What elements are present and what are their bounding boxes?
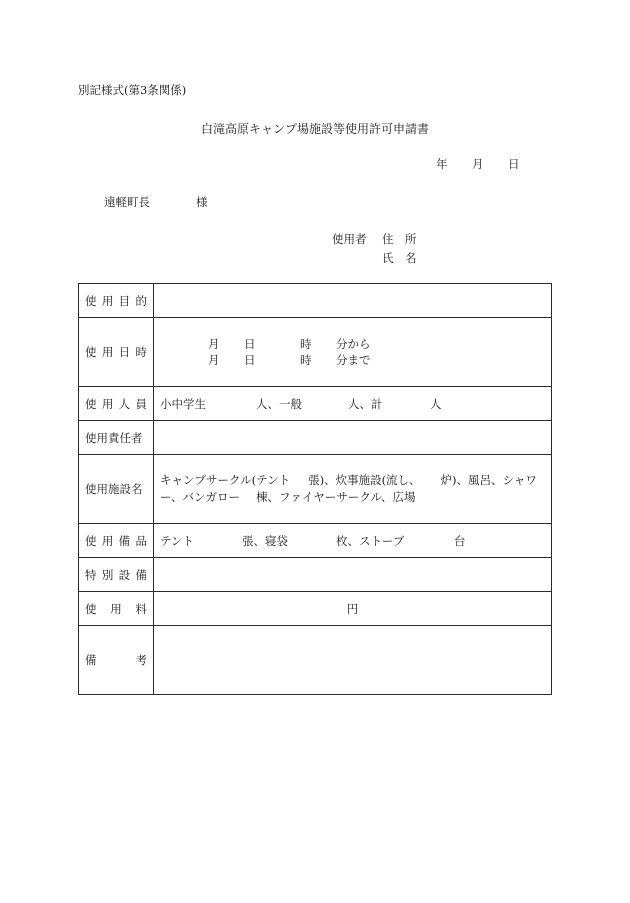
start-minute: 分から bbox=[336, 337, 371, 351]
applicant-block bbox=[332, 231, 417, 269]
people-label bbox=[79, 387, 154, 421]
end-hour: 時 bbox=[300, 353, 312, 367]
facility-fire-circle: 棟、ファイヤーサークル、広場 bbox=[256, 490, 416, 504]
equipment-label bbox=[79, 524, 154, 558]
facility-camp-circle: キャンプサークル(テント bbox=[160, 473, 291, 487]
facility-label bbox=[79, 455, 154, 524]
row-fee bbox=[79, 592, 552, 626]
special-label bbox=[79, 558, 154, 592]
people-students: 小中学生 bbox=[160, 396, 206, 411]
row-remarks bbox=[79, 626, 552, 695]
addressee-name: 遠軽町長 bbox=[104, 195, 150, 209]
end-minute: 分まで bbox=[336, 353, 371, 367]
equipment-unit: 台 bbox=[454, 533, 466, 548]
people-general: 人、一般 bbox=[256, 396, 302, 411]
people-field[interactable] bbox=[154, 387, 552, 421]
facility-kitchen: 張)、炊事施設(流し、 bbox=[308, 473, 421, 487]
datetime-label-text: 使 用 日 時 bbox=[85, 345, 147, 359]
row-purpose bbox=[79, 284, 552, 318]
document-title: 白滝高原キャンプ場施設等使用許可申請書 bbox=[200, 122, 429, 136]
fee-unit: 円 bbox=[346, 601, 359, 616]
people-label-text: 使 用 人 員 bbox=[85, 396, 147, 411]
addressee-honorific: 様 bbox=[196, 195, 208, 209]
start-day: 日 bbox=[244, 337, 256, 351]
facility-field[interactable] bbox=[154, 455, 552, 524]
equipment-field[interactable] bbox=[154, 524, 552, 558]
equipment-sleeping-bag: 張、寝袋 bbox=[242, 533, 288, 548]
end-day: 日 bbox=[244, 353, 256, 367]
row-equipment bbox=[79, 524, 552, 558]
remarks-field[interactable] bbox=[154, 626, 552, 695]
applicant-role: 使用者 bbox=[332, 232, 367, 246]
fee-field[interactable] bbox=[154, 592, 552, 626]
row-responsible bbox=[79, 421, 552, 455]
row-people bbox=[79, 387, 552, 421]
people-total: 人、計 bbox=[348, 396, 383, 411]
form-reference: 別記様式(第3条関係) bbox=[78, 83, 187, 97]
date-day-label: 日 bbox=[508, 157, 520, 171]
row-special bbox=[79, 558, 552, 592]
date-year-label: 年 bbox=[436, 157, 448, 171]
equipment-label-text: 使 用 備 品 bbox=[85, 533, 147, 548]
applicant-name-label[interactable]: 氏 名 bbox=[382, 251, 417, 265]
equipment-tent: テント bbox=[160, 533, 194, 548]
start-month: 月 bbox=[208, 337, 220, 351]
responsible-label bbox=[79, 421, 154, 455]
fee-label-text: 使 用 料 bbox=[85, 601, 147, 616]
fee-label bbox=[79, 592, 154, 626]
facility-bath-bungalow: 炉)、風呂、シャワー、バンガロー bbox=[160, 473, 537, 504]
remarks-label-text: 備 考 bbox=[85, 653, 147, 667]
applicant-address-label[interactable]: 住 所 bbox=[382, 232, 417, 246]
end-month: 月 bbox=[208, 353, 220, 367]
purpose-field[interactable] bbox=[154, 284, 552, 318]
remarks-label bbox=[79, 626, 154, 695]
datetime-label bbox=[79, 318, 154, 387]
special-field[interactable] bbox=[154, 558, 552, 592]
purpose-label bbox=[79, 284, 154, 318]
application-form-table bbox=[78, 283, 552, 695]
row-datetime bbox=[79, 318, 552, 387]
start-hour: 時 bbox=[300, 337, 312, 351]
datetime-field[interactable] bbox=[154, 318, 552, 387]
special-label-text: 特 別 設 備 bbox=[85, 567, 147, 582]
purpose-label-text: 使 用 目 的 bbox=[85, 293, 147, 308]
equipment-stove: 枚、ストーブ bbox=[336, 533, 405, 548]
responsible-field[interactable] bbox=[154, 421, 552, 455]
date-month-label: 月 bbox=[472, 157, 484, 171]
row-facility bbox=[79, 455, 552, 524]
people-unit: 人 bbox=[430, 396, 442, 411]
facility-label-text: 使用施設名 bbox=[85, 482, 143, 496]
responsible-label-text: 使用責任者 bbox=[85, 430, 143, 445]
addressee bbox=[104, 194, 208, 210]
date-field[interactable] bbox=[436, 156, 520, 172]
